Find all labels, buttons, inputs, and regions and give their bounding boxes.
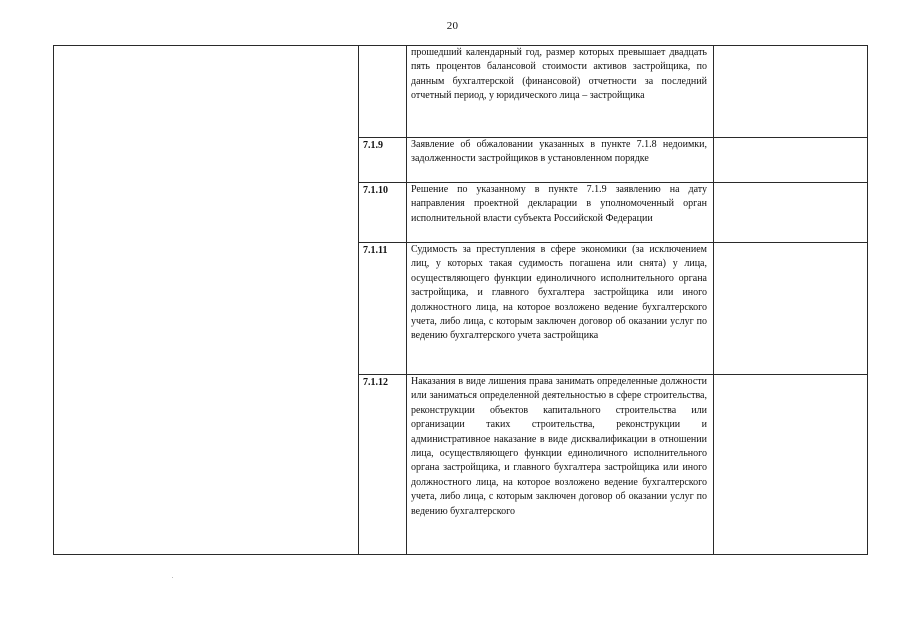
empty-cell — [714, 243, 868, 375]
item-text-content: Решение по указанному в пункте 7.1.9 заявлению на дату направления проектной декларации в уполномоченный орган исполнительной власти субъекта Российской Федерации — [411, 184, 707, 224]
item-text — [407, 138, 714, 183]
item-number — [359, 46, 407, 138]
page-number: 20 — [446, 20, 459, 32]
item-text — [407, 243, 714, 375]
item-number: 7.1.9 — [359, 138, 407, 183]
empty-cell — [714, 46, 868, 138]
item-text-content: Заявление об обжаловании указанных в пункте 7.1.8 недоимки, задолженности застройщиков в установленном порядке — [411, 139, 707, 165]
item-text-content: прошедший календарный год, размер которых превышает двадцать пять процентов балансовой стоимости активов застройщика, по данным бухгалтерской (финансовой) отчетности за последний отчетный период, у юридического лица – застройщика — [411, 47, 707, 102]
item-number: 7.1.12 — [359, 375, 407, 555]
item-number: 7.1.10 — [359, 183, 407, 243]
item-text — [407, 46, 714, 138]
empty-cell — [714, 138, 868, 183]
table-row — [54, 46, 868, 138]
item-text — [407, 375, 714, 555]
disclosure-table — [53, 45, 868, 555]
item-text — [407, 183, 714, 243]
item-number: 7.1.11 — [359, 243, 407, 375]
empty-cell — [714, 183, 868, 243]
empty-cell — [54, 46, 359, 555]
scan-speck — [172, 577, 173, 578]
item-text-content: Наказания в виде лишения права занимать определенные должности или заниматься определенной деятельностью в сфере строительства, реконструкции объектов капитального строительства или организации таких строительства, реконструкции и административное наказание в виде дисквалификации в отношении лица, осуществляющего функции единоличного исполнительного органа застройщика, и главного бухгалтера застройщика или иного должностного лица, на которое возложено ведение бухгалтерского учета, либо лица, с которым заключен договор об оказании услуг по ведению бухгалтерского — [411, 376, 707, 517]
item-text-content: Судимость за преступления в сфере экономики (за исключением лиц, у которых такая судимость погашена или снята) у лица, осуществляющего функции единоличного исполнительного органа застройщика, и главного бухгалтера застройщика или иного должностного лица, на которое возложено ведение бухгалтерского учета, либо лица, с которым заключен договор об оказании услуг по ведению бухгалтерского учета застройщика — [411, 244, 707, 342]
empty-cell — [714, 375, 868, 555]
